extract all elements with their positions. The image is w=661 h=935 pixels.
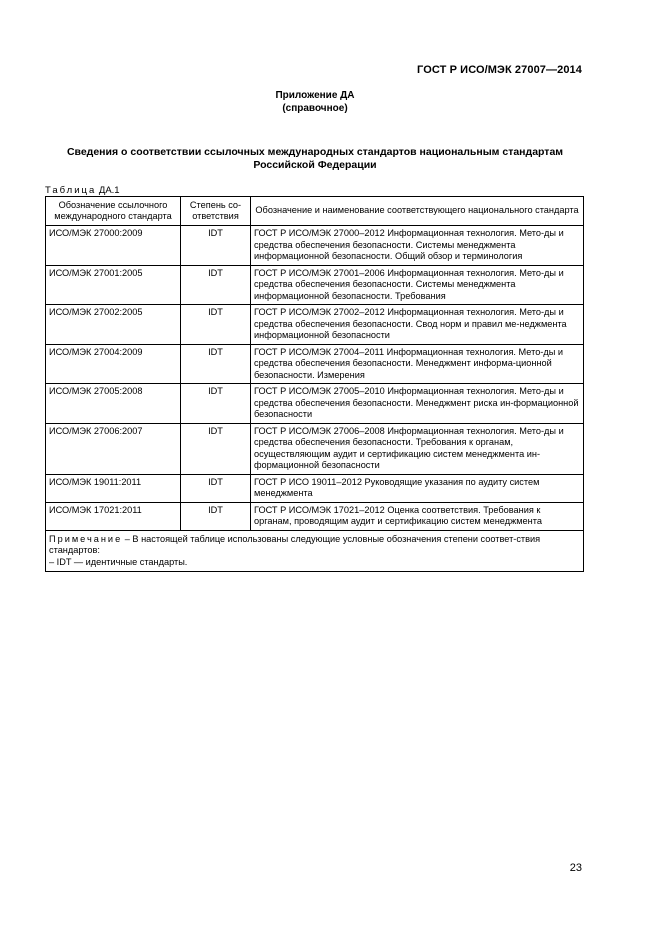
header-degree: Степень со-ответствия [181, 197, 251, 226]
table-row [46, 226, 584, 266]
table-row [46, 502, 584, 530]
cell-degree: IDT [181, 344, 251, 384]
table-row [46, 265, 584, 305]
cell-intl: ИСО/МЭК 27006:2007 [46, 423, 181, 474]
annex-heading [0, 89, 630, 115]
table-row [46, 305, 584, 345]
cell-national: ГОСТ Р ИСО/МЭК 27000–2012 Информационная технология. Мето-ды и средства обеспечения безопасности. Системы менеджмента информационной безопасности. Общий обзор и терминология [251, 226, 584, 266]
table-note [46, 530, 584, 572]
cell-intl: ИСО/МЭК 27002:2005 [46, 305, 181, 345]
table-row [46, 474, 584, 502]
cell-degree: IDT [181, 305, 251, 345]
cell-intl: ИСО/МЭК 27005:2008 [46, 384, 181, 424]
cell-national: ГОСТ Р ИСО/МЭК 27001–2006 Информационная технология. Мето-ды и средства обеспечения безопасности. Системы менеджмента информационной безопасности. Требования [251, 265, 584, 305]
cell-intl: ИСО/МЭК 27001:2005 [46, 265, 181, 305]
table-caption-number: ДА.1 [98, 185, 120, 196]
cell-degree: IDT [181, 502, 251, 530]
cell-intl: ИСО/МЭК 27000:2009 [46, 226, 181, 266]
table-row [46, 423, 584, 474]
header-intl-standard: Обозначение ссылочного международного стандарта [46, 197, 181, 226]
cell-intl: ИСО/МЭК 17021:2011 [46, 502, 181, 530]
cell-degree: IDT [181, 226, 251, 266]
cell-intl: ИСО/МЭК 27004:2009 [46, 344, 181, 384]
cell-national: ГОСТ Р ИСО/МЭК 27005–2010 Информационная технология. Мето-ды и средства обеспечения безопасности. Менеджмент риска ин-формационной безопасности [251, 384, 584, 424]
cell-national: ГОСТ Р ИСО/МЭК 27006–2008 Информационная технология. Мето-ды и средства обеспечения безопасности. Требования к органам, осуществляющим аудит и сертификацию систем менеджмента ин-формационной безопасности [251, 423, 584, 474]
cell-national: ГОСТ Р ИСО/МЭК 17021–2012 Оценка соответствия. Требования к органам, проводящим аудит и сертификацию систем менеджмента [251, 502, 584, 530]
annex-subtitle: (справочное) [282, 103, 348, 114]
section-title: Сведения о соответствии ссылочных международных стандартов национальным стандартам Российской Федерации [66, 146, 564, 171]
annex-title: Приложение ДА [275, 90, 355, 101]
table-note-row [46, 530, 584, 572]
document-standard-header: ГОСТ Р ИСО/МЭК 27007—2014 [417, 64, 582, 76]
cell-degree: IDT [181, 265, 251, 305]
cell-intl: ИСО/МЭК 19011:2011 [46, 474, 181, 502]
cell-national: ГОСТ Р ИСО/МЭК 27002–2012 Информационная технология. Мето-ды и средства обеспечения безопасности. Свод норм и правил ме-неджмента информационной безопасности [251, 305, 584, 345]
table-caption [45, 185, 120, 196]
note-text: – В настоящей таблице использованы следующие условные обозначения степени соответ-ствия стандартов: [49, 533, 541, 555]
table-row [46, 384, 584, 424]
table-header-row [46, 197, 584, 226]
page-number: 23 [569, 862, 582, 874]
standards-table [45, 196, 584, 572]
note-item: – IDT — идентичные стандарты. [49, 556, 188, 567]
cell-national: ГОСТ Р ИСО 19011–2012 Руководящие указания по аудиту систем менеджмента [251, 474, 584, 502]
header-national-standard: Обозначение и наименование соответствующего национального стандарта [251, 197, 584, 226]
cell-degree: IDT [181, 423, 251, 474]
cell-degree: IDT [181, 384, 251, 424]
cell-degree: IDT [181, 474, 251, 502]
table-row [46, 344, 584, 384]
table-caption-label: Таблица [45, 185, 97, 196]
cell-national: ГОСТ Р ИСО/МЭК 27004–2011 Информационная технология. Мето-ды и средства обеспечения безопасности. Менеджмент информа-ционной безопасности. Измерения [251, 344, 584, 384]
note-label: Примечание [49, 533, 123, 544]
